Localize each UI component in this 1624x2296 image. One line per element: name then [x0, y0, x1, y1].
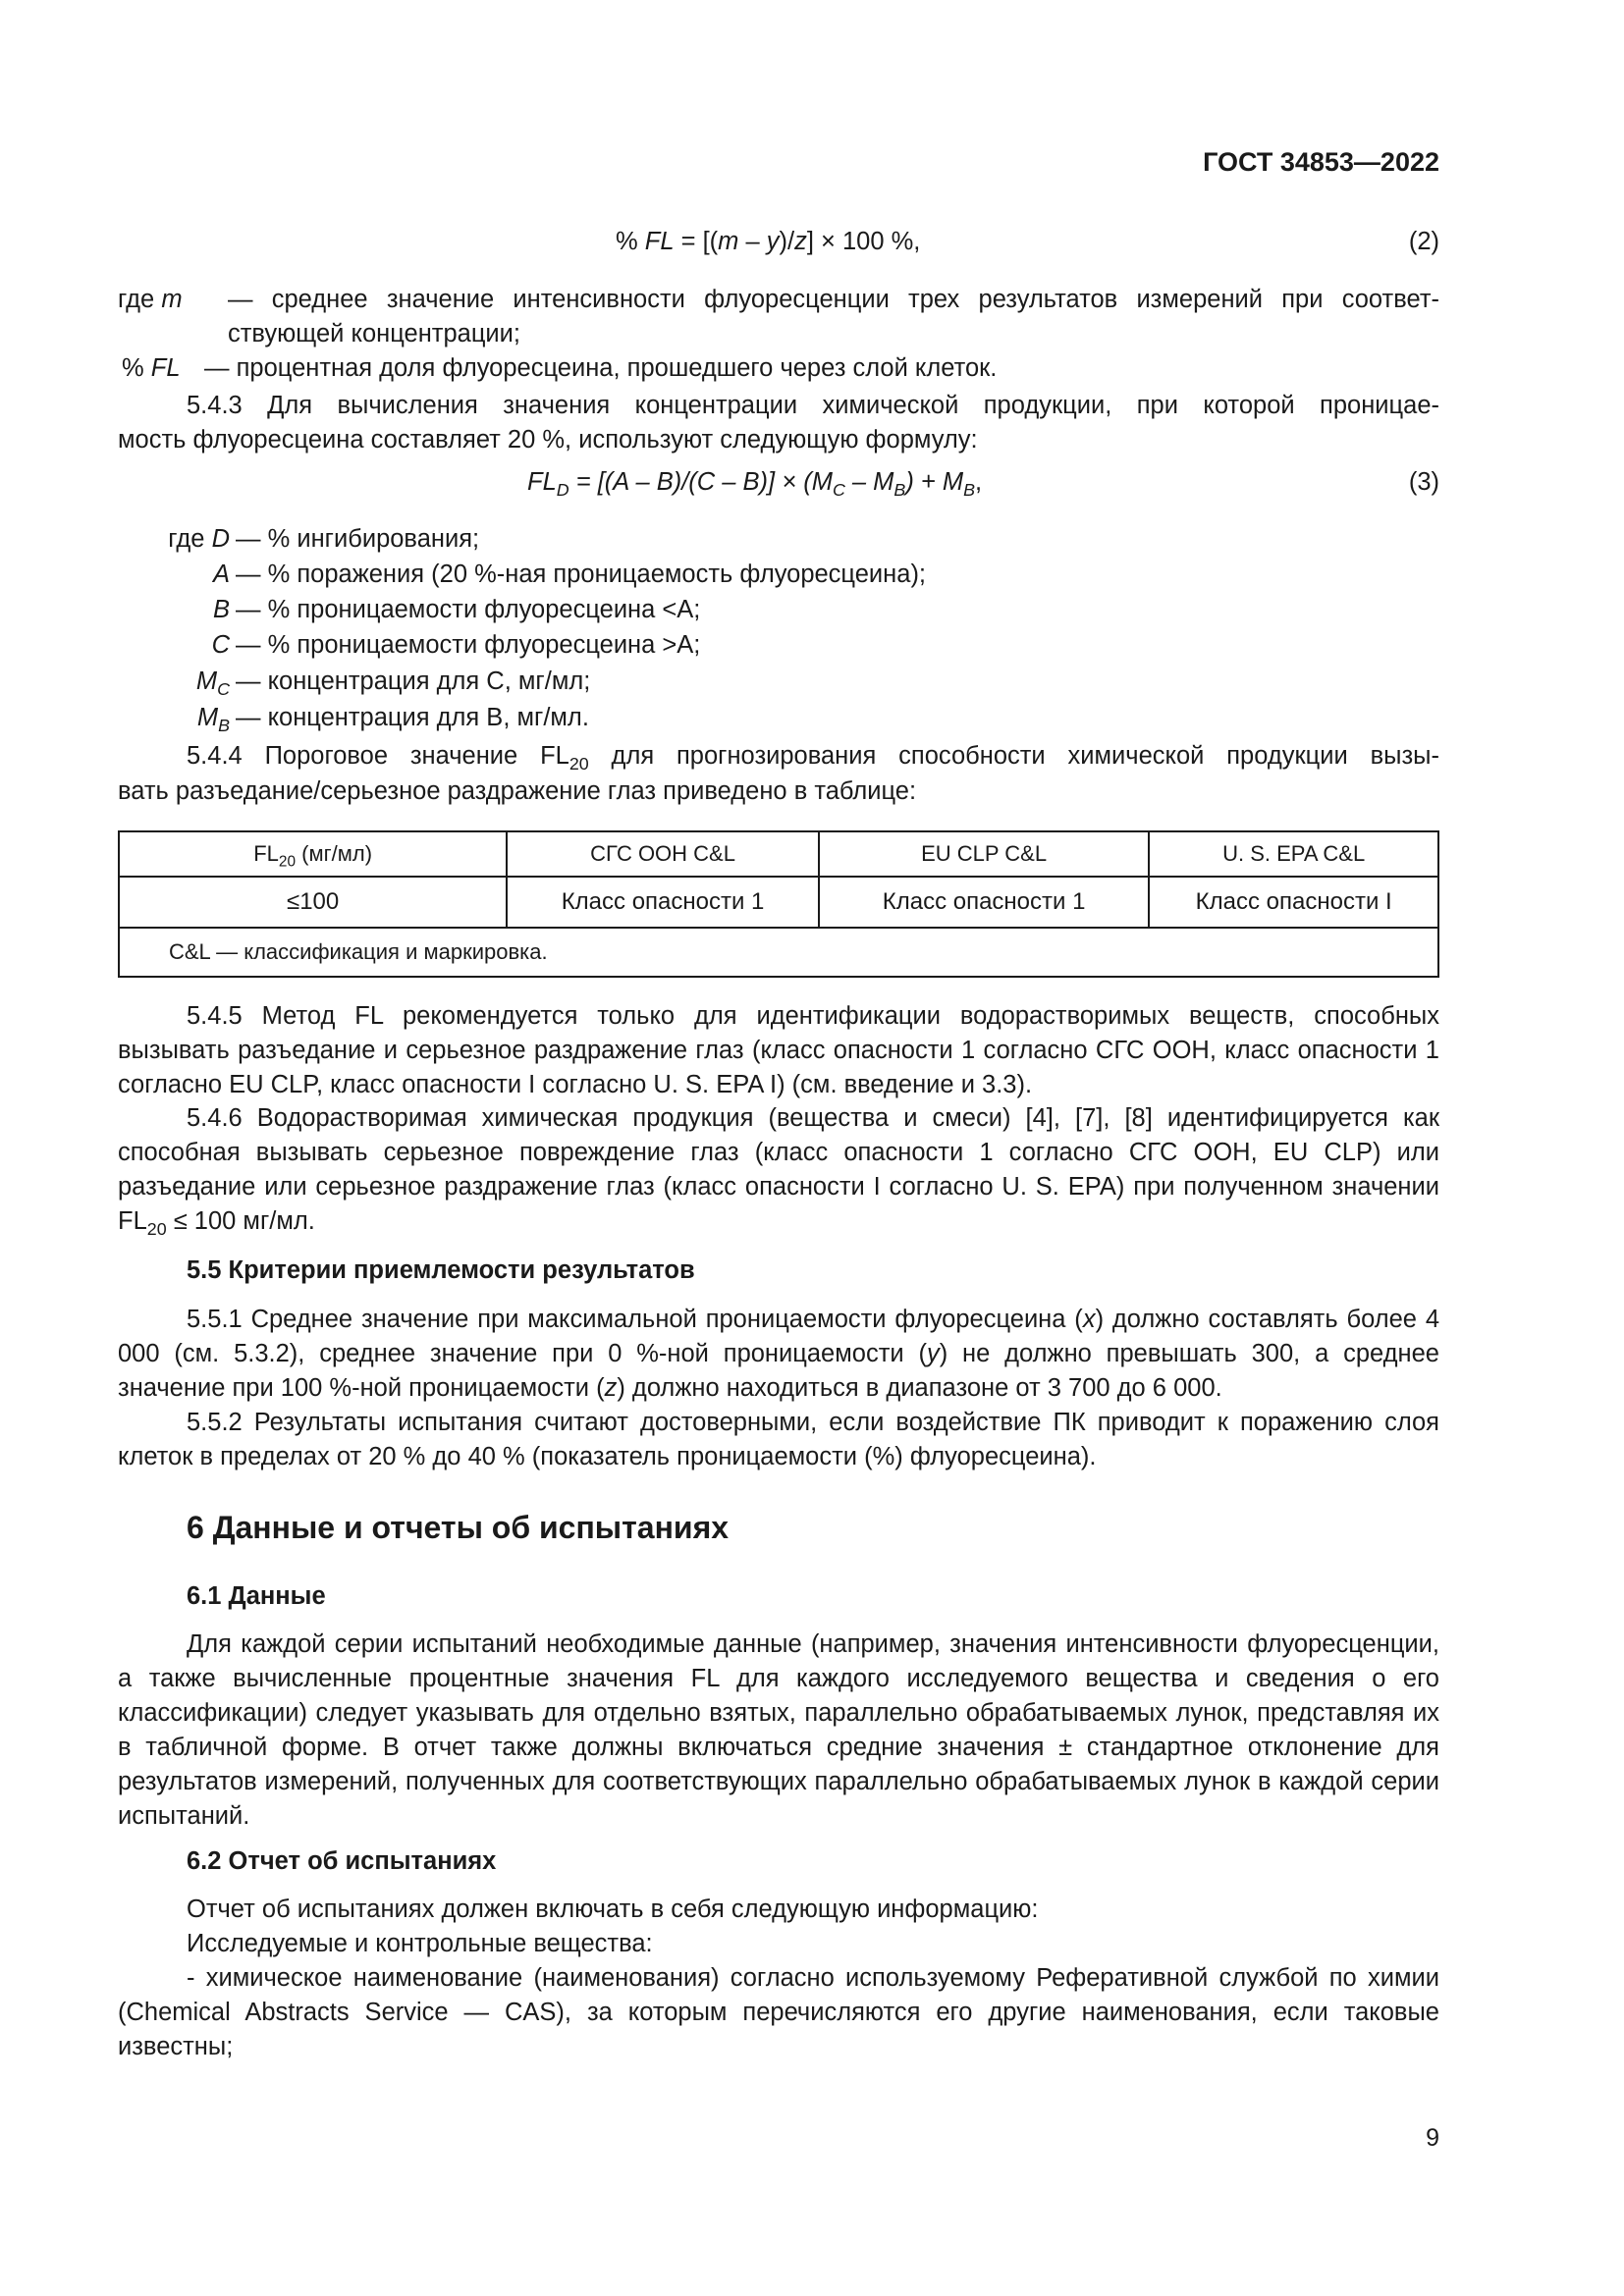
paragraph-5-4-6: 5.4.6 Водорастворимая химическая продукция (вещества и смеси) [4], [7], [8] идентифицируется как способная вызывать серьезное повреждение глаз (класс опасности 1 согласно СГС ООН, EU CLP) или разъедание или серьезное раздражение глаз (класс опасности I согласно U. S. EPA) при полученном значении $FL_{20} \le 100$ мг/мл.: [118, 1104, 1439, 1240]
definition-a-text: — % поражения (20 %-ная проницаемость флуоресцеина);: [236, 561, 927, 588]
definition-d-text: — % ингибирования;: [236, 525, 480, 553]
paragraph-6-2-list-item: - химическое наименование (наименования) согласно используемому Реферативной службой по химии (Chemical Abstracts Service — CAS), за которым перечисляются его другие наименования, если таковые известны;: [118, 1964, 1439, 2060]
paragraph-6-2-intro: Отчет об испытаниях должен включать в себя следующую информацию:: [187, 1896, 1039, 1923]
definition-a-term: A: [212, 561, 230, 588]
definition-c-term: C: [211, 631, 230, 659]
definition-fl-text: — процентная доля флуоресцеина, прошедшего через слой клеток.: [204, 354, 998, 382]
paragraph-5-4-5: 5.4.5 Метод FL рекомендуется только для идентификации водорастворимых веществ, способных вызывать разъедание и серьезное раздражение глаз (класс опасности 1 согласно СГС ООН, класс опасности 1 согласно EU CLP, класс опасности I согласно U. S. EPA I) (см. введение и 3.3).: [118, 1002, 1439, 1098]
table-cell: Класс опасности 1: [507, 877, 819, 928]
definition-b-text: — % проницаемости флуоресцеина <A;: [236, 596, 701, 623]
table-header-cell: U. S. EPA C&L: [1149, 831, 1438, 877]
paragraph-5-5-2: 5.5.2 Результаты испытания считают достоверными, если воздействие ПК приводит к поражению слоя клеток в пределах от 20 % до 40 % (показатель проницаемости (%) флуоресцеина).: [118, 1409, 1439, 1470]
table-row: [119, 877, 1438, 928]
definition-fl-term: % FL: [122, 354, 181, 382]
formula-3: $FL_D = [(A - B)/(C - B)] \times (M_C - M_B) + M_B$,: [527, 468, 983, 501]
table-header-cell: EU CLP C&L: [819, 831, 1150, 877]
section-6-1-title: 6.1 Данные: [187, 1582, 326, 1610]
formula-3-number: (3): [1408, 468, 1439, 496]
definition-d-term: где D: [168, 525, 230, 553]
section-6-title: 6 Данные и отчеты об испытаниях: [187, 1510, 730, 1545]
table-cell: Класс опасности I: [1149, 877, 1438, 928]
definition-mb-term: $M_B$: [196, 704, 230, 736]
section-5-5-title: 5.5 Критерии приемлемости результатов: [187, 1256, 695, 1284]
definition-mb-text: — концентрация для В, мг/мл.: [236, 704, 589, 731]
formula-2: % FL = [(m – y)/z] × 100 %,: [616, 228, 921, 255]
paragraph-5-4-4-line2: вать разъедание/серьезное раздражение глаз приведено в таблице:: [118, 777, 917, 805]
document-header-id: ГОСТ 34853—2022: [1203, 147, 1439, 177]
table-cell: ≤100: [119, 877, 507, 928]
definition-m-continuation: ствующей концентрации;: [228, 320, 521, 347]
table-header-row: [119, 831, 1438, 877]
definition-mc-text: — концентрация для С, мг/мл;: [236, 667, 591, 695]
definition-b-term: B: [212, 596, 230, 623]
paragraph-5-4-3-line1: 5.4.3 Для вычисления значения концентрации химической продукции, при которой проницае-: [187, 392, 1439, 419]
paragraph-5-4-4-line1: 5.4.4 Пороговое значение $FL_{20}$ для прогнозирования способности химической продукции вызы-: [187, 742, 1439, 774]
page-number: 9: [1426, 2124, 1439, 2152]
formula-2-number: (2): [1408, 228, 1439, 255]
definition-m-term: где m: [118, 286, 183, 313]
paragraph-5-4-3-line2: мость флуоресцеина составляет 20 %, используют следующую формулу:: [118, 426, 978, 454]
definition-m-text: — среднее значение интенсивности флуоресценции трех результатов измерений при соответ-: [228, 286, 1439, 313]
paragraph-6-1: Для каждой серии испытаний необходимые данные (например, значения интенсивности флуоресценции, а также вычисленные процентные значения FL для каждого исследуемого вещества и сведения о его классификации) следует указывать для отдельно взятых, параллельно обрабатываемых лунок, представляя их в табличной форме. В отчет также должны включаться средние значения ± стандартное отклонение для результатов измерений, полученных для соответствующих параллельно обрабатываемых лунок в каждой серии испытаний.: [118, 1630, 1439, 1830]
table-cell: Класс опасности 1: [819, 877, 1150, 928]
table-header-cell: СГС ООН C&L: [507, 831, 819, 877]
paragraph-5-5-1: 5.5.1 Среднее значение при максимальной проницаемости флуоресцеина (x) должно составлять более 4 000 (см. 5.3.2), среднее значение при 0 %-ной проницаемости (y) не должно превышать 300, а среднее значение при 100 %-ной проницаемости (z) должно находиться в диапазоне от 3 700 до 6 000.: [118, 1306, 1440, 1402]
section-6-2-title: 6.2 Отчет об испытаниях: [187, 1847, 497, 1875]
definition-mc-term: $M_C$: [195, 667, 230, 700]
definition-c-text: — % проницаемости флуоресцеина >A;: [236, 631, 701, 659]
table-header-cell: $FL_{20}$ (мг/мл): [119, 831, 507, 877]
table-note: C&L — классификация и маркировка.: [119, 928, 1438, 977]
paragraph-6-2-substances: Исследуемые и контрольные вещества:: [187, 1930, 653, 1957]
table-note-row: [119, 928, 1438, 977]
fl20-threshold-table: [118, 830, 1439, 978]
